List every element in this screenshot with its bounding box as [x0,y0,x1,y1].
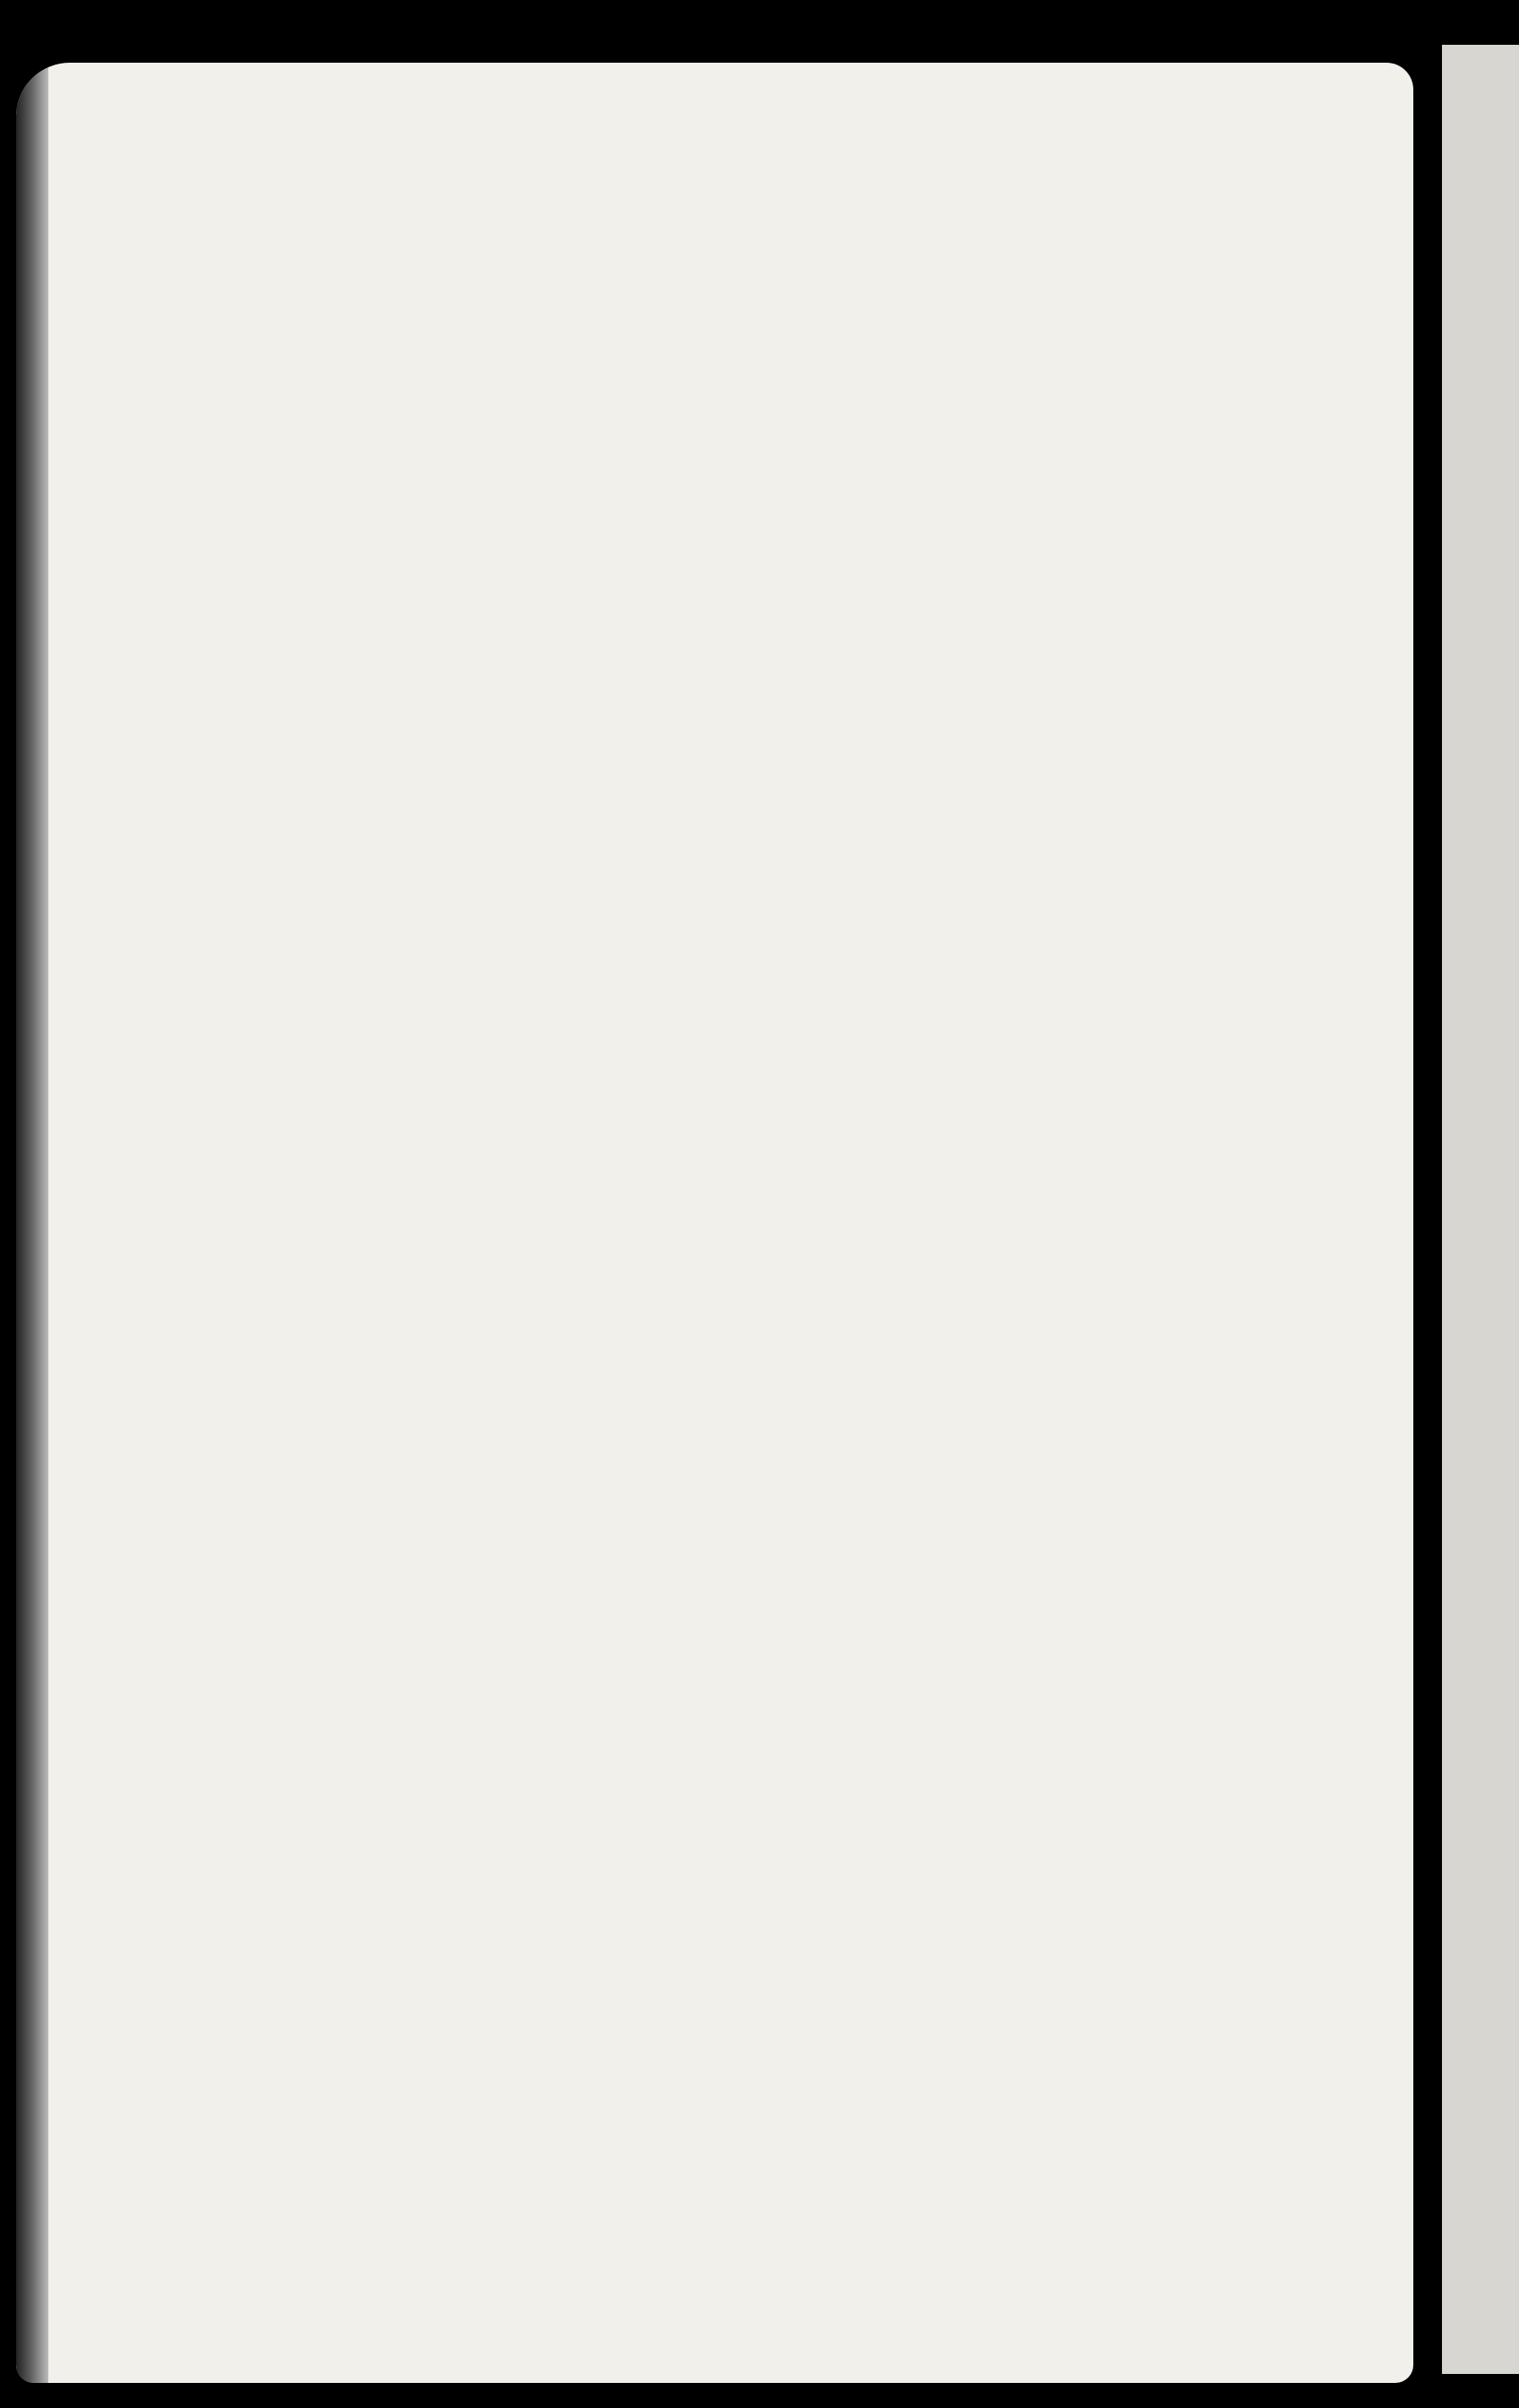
document-page [16,63,1413,2383]
next-page-edge [1442,45,1519,2374]
page-gap [1420,36,1440,2383]
book-spine [16,63,48,2383]
